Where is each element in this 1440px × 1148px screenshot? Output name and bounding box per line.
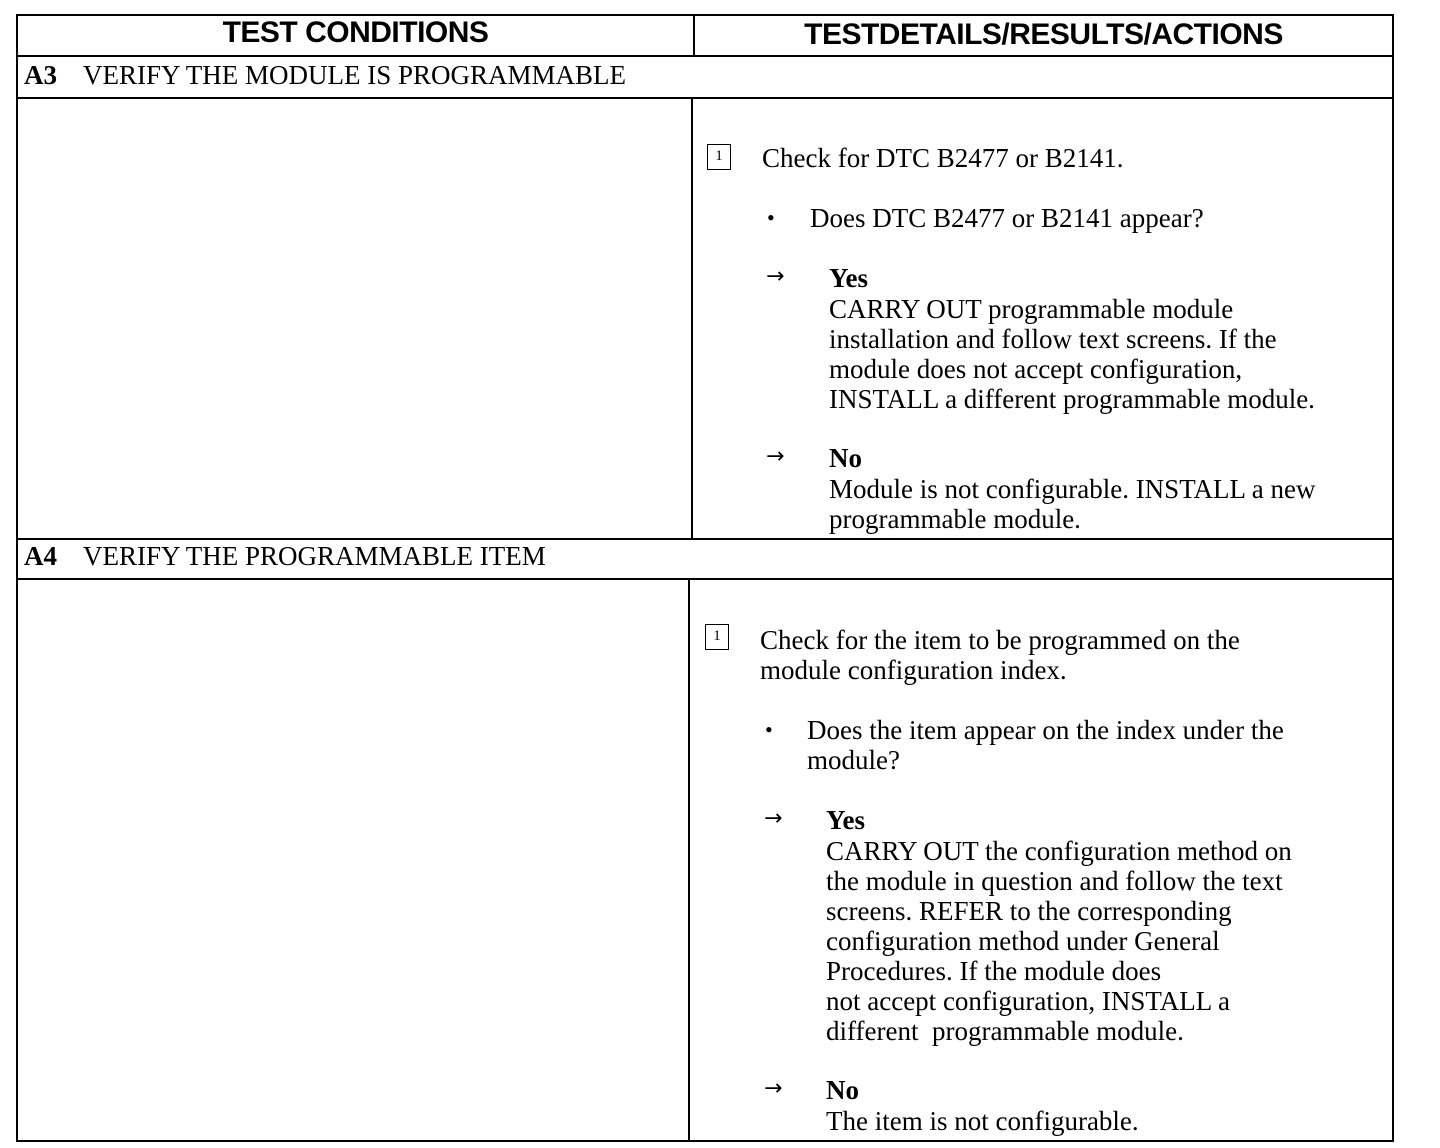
- a3-no-line-1: Module is not configurable. INSTALL a new: [829, 474, 1316, 504]
- a4-step-number-box: 1: [705, 624, 729, 650]
- a4-step-line-2: module configuration index.: [760, 655, 1067, 685]
- a4-yes-line-1: CARRY OUT the configuration method on: [826, 836, 1292, 866]
- a4-no-line-1: The item is not configurable.: [826, 1106, 1139, 1136]
- column-header-test-details: TESTDETAILS/RESULTS/ACTIONS: [804, 18, 1283, 51]
- column-divider-a4: [688, 578, 690, 1142]
- a3-step-text: Check for DTC B2477 or B2141.: [762, 143, 1124, 173]
- a4-step-line-1: Check for the item to be programmed on the: [760, 625, 1240, 655]
- column-header-test-conditions: TEST CONDITIONS: [222, 16, 489, 49]
- a3-question: Does DTC B2477 or B2141 appear?: [810, 203, 1204, 233]
- a3-no-label: No: [829, 443, 862, 473]
- section-a3-title: VERIFY THE MODULE IS PROGRAMMABLE: [83, 60, 627, 90]
- a4-no-label: No: [826, 1075, 859, 1105]
- a4-question-line-2: module?: [807, 745, 900, 775]
- section-a4-header: [24, 541, 546, 572]
- a4-yes-line-7: different programmable module.: [826, 1016, 1184, 1046]
- column-divider-a3: [691, 97, 693, 540]
- a4-yes-line-4: configuration method under General: [826, 926, 1220, 956]
- a4-yes-line-2: the module in question and follow the text: [826, 866, 1283, 896]
- section-a3-header: [24, 60, 626, 91]
- a4-question-line-1: Does the item appear on the index under the: [807, 715, 1284, 745]
- right-arrow-icon: →: [766, 444, 785, 469]
- bullet-icon: •: [765, 717, 773, 742]
- section-a4-title: VERIFY THE PROGRAMMABLE ITEM: [83, 541, 546, 571]
- a4-title-divider: [16, 578, 1394, 580]
- a3-step-number-box: 1: [707, 144, 731, 170]
- section-a3-id: A3: [24, 60, 57, 90]
- a3-title-divider: [16, 97, 1394, 99]
- header-divider: [16, 55, 1394, 57]
- right-arrow-icon: →: [766, 264, 785, 289]
- a3-yes-label: Yes: [829, 263, 868, 293]
- section-a4-id: A4: [24, 541, 57, 571]
- a3-yes-line-3: module does not accept configuration,: [829, 354, 1243, 384]
- a4-yes-line-6: not accept configuration, INSTALL a: [826, 986, 1230, 1016]
- a4-yes-line-5: Procedures. If the module does: [826, 956, 1162, 986]
- a4-title-top-divider: [16, 538, 1394, 540]
- a3-yes-line-2: installation and follow text screens. If the: [829, 324, 1277, 354]
- a3-no-line-2: programmable module.: [829, 504, 1081, 534]
- a4-yes-label: Yes: [826, 805, 865, 835]
- right-arrow-icon: →: [764, 1076, 783, 1101]
- right-arrow-icon: →: [764, 806, 783, 831]
- a3-yes-line-1: CARRY OUT programmable module: [829, 294, 1234, 324]
- a4-yes-line-3: screens. REFER to the corresponding: [826, 896, 1232, 926]
- bullet-icon: •: [767, 205, 775, 230]
- a3-yes-line-4: INSTALL a different programmable module.: [829, 384, 1315, 414]
